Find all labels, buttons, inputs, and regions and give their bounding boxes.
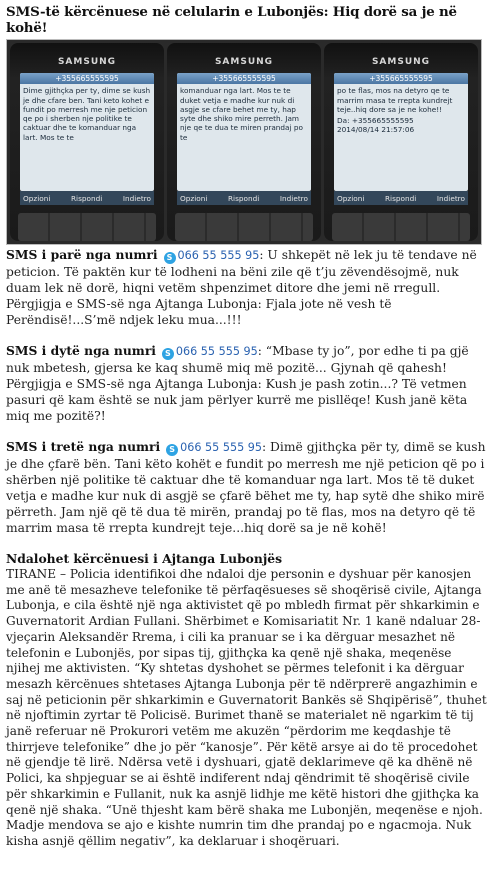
phone-3 — [324, 43, 478, 241]
sms3-paragraph — [6, 439, 488, 536]
skype-icon[interactable]: S — [166, 444, 178, 456]
softkey-options: Opzioni — [23, 193, 51, 203]
softkey-reply: Rispondi — [70, 193, 103, 203]
sms2-paragraph — [6, 343, 488, 376]
softkey-back: Indietro — [436, 193, 465, 203]
phone-link[interactable]: 066 55 555 95 — [175, 345, 258, 358]
phone-2 — [167, 43, 321, 241]
phones-photo — [6, 39, 482, 245]
softkey-back: Indietro — [279, 193, 308, 203]
keypad — [175, 213, 313, 241]
sms1-reply: Përgjigja e SMS-së nga Ajtanga Lubonja: Fjala jote në vesh të Perëndisë!...S’më ndjek leku mua...!!! — [6, 297, 392, 327]
phone-screen — [334, 73, 468, 191]
softkey-reply: Rispondi — [384, 193, 417, 203]
sms1-label: SMS i parë nga numri — [6, 247, 158, 262]
keypad — [332, 213, 470, 241]
softkey-options: Opzioni — [180, 193, 208, 203]
sms-text: komanduar nga lart. Mos te te duket vetja e madhe kur nuk di asgje se cfare behet me ty, hap syte dhe shiko mire perreth. Jam nje qe te dua te miren prandaj po te — [180, 86, 303, 142]
softkeys — [177, 191, 311, 205]
skype-icon[interactable]: S — [162, 348, 174, 360]
sms1-text: : U shkepët në lek ju të tendave në peticion. Të paktën kur të lodheni na bëni zile që t’ju zëvendësojmë, nuk duam lek në dorë, hiqni vetëm shpenzimet ditore dhe jemi në rregull. — [6, 248, 477, 295]
keypad — [18, 213, 156, 241]
sms-text: Dime gjithçka per ty, dime se kush je dhe cfare ben. Tani keto kohet e fundit po merresh me nje peticion qe po i sherben nje politike te caktuar dhe te komanduar nga lart. Mos te te — [23, 86, 151, 142]
phone-brand: SAMSUNG — [214, 57, 274, 67]
sms-text: po te flas, mos na detyro qe te marrim masa te rrepta kundrejt teje..hiq dore sa je ne kohe!! — [337, 86, 453, 114]
softkey-reply: Rispondi — [227, 193, 260, 203]
softkey-back: Indietro — [122, 193, 151, 203]
sms-date: Da: +355665555595 2014/08/14 21:57:06 — [337, 116, 415, 135]
section-heading: Ndalohet kërcënuesi i Ajtanga Lubonjës — [6, 551, 283, 566]
sms3-text: : Dimë gjithçka për ty, dimë se kush je dhe çfarë bën. Tani këto kohët e fundit po merresh me një peticion që po i shërben një politike të caktuar dhe të komanduar nga lart. Mos të të duket vetja e madhe kur nuk di asgjë se çfarë bëhet me ty, hap sytë dhe shiko mirë përreth. Jam një që të dua të mirën, prandaj po të flas, mos na detyro që të marrim masa të rrepta kundrejt teje...hiq dorë sa je në kohë! — [6, 440, 486, 535]
phone-link[interactable]: 066 55 555 95 — [177, 249, 260, 262]
sms2-text: : “Mbase ty jo”, por edhe ti pa gjë nuk mbetesh, gjersa ke kaq shumë miq më pozitë... Gjynah që qahesh! — [6, 344, 469, 375]
phone-screen — [177, 73, 311, 191]
sender-number: +355665555595 — [20, 73, 154, 84]
article-page — [0, 4, 494, 850]
skype-icon[interactable]: S — [164, 252, 176, 264]
phone-brand: SAMSUNG — [371, 57, 431, 67]
phone-link[interactable]: 066 55 555 95 — [180, 441, 262, 454]
sms3-label: SMS i tretë nga numri — [6, 439, 161, 454]
softkeys — [20, 191, 154, 205]
article-body: TIRANE – Policia identifikoi dhe ndaloi dje personin e dyshuar për kanosjen me anë të mesazheve telefonike të përfaqësueses së shoqërisë civile, Ajtanga Lubonja, e cila është një nga aktivistet që po mbledh firmat për shkarkimin e Guvernatorit Ardian Fullani. Shërbimet e Komisariatit Nr. 1 kanë ndaluar 28-vjeçarin Aleksandër Rrema, i cili ka pranuar se i ka dërguar mesazhet në telefonin e Lubonjës, por sipas tij, gjithçka ka qenë një shaka, meqenëse njihej me aktivisten. “Ky shtetas dyshohet se përmes telefonit i ka dërguar mesazh kërcënues shtetases Ajtanga Lubonja për të ndërprerë angazhimin e saj në peticionin për shkarkimin e Guvernatorit Bankës së Shqipërisë”, thuhet në njoftimin zyrtar të Policisë. Burimet thanë se materialet në ngarkim të tij janë referuar në Prokurori vetëm me akuzën “përdorim me keqdashje të thirrjeve telefonike” dhe jo për “kanosje”. Për këtë arsye ai do të procedohet në gjendje të lirë. Ndërsa vetë i dyshuari, gjatë deklarimeve që ka dhënë në Polici, ka shpjeguar se ai është indiferent ndaj qëndrimit të shoqërisë civile për shkarkimin e Fullanit, nuk ka asnjë lidhje me këtë histori dhe gjithçka ka qenë një shaka. “Unë thjesht kam bërë shaka me Lubonjën, meqenëse e njoh. Madje mendova se ajo e kishte numrin tim dhe prandaj po e ngacmoja. Nuk kisha asnjë qëllim negativ”, ka deklaruar i shoqëruari. — [6, 567, 487, 848]
softkey-options: Opzioni — [337, 193, 365, 203]
page-title: SMS-të kërcënuese në celularin e Lubonjës: Hiq dorë sa je në kohë! — [6, 4, 457, 36]
phone-1 — [10, 43, 164, 241]
softkeys — [334, 191, 468, 205]
sms1-paragraph — [6, 247, 488, 296]
phone-screen — [20, 73, 154, 191]
phone-brand: SAMSUNG — [57, 57, 117, 67]
sender-number: +355665555595 — [177, 73, 311, 84]
sender-number: +355665555595 — [334, 73, 468, 84]
sms2-label: SMS i dytë nga numri — [6, 343, 156, 358]
sms2-reply: Përgjigja e SMS-së nga Ajtanga Lubonja: Kush je pash zotin...? Të vetmen pasuri që kam është se nuk jam përlyer kurrë me pisllëqe! Kush janë këta miq me pozitë?! — [6, 377, 468, 423]
